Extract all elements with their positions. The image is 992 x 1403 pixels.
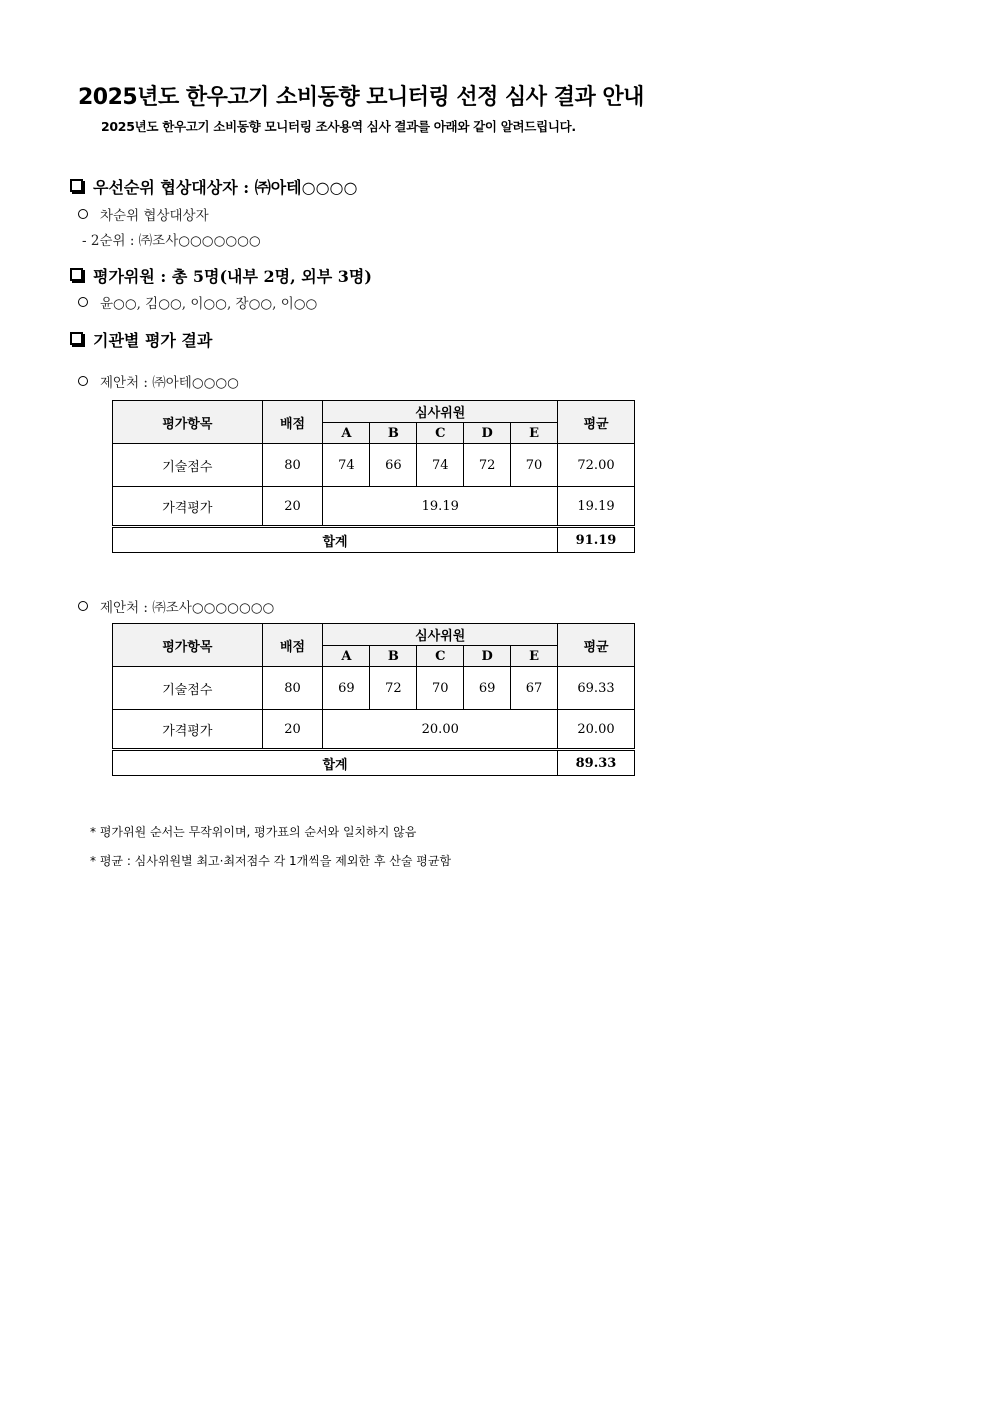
header-judges: 심사위원 bbox=[323, 401, 558, 423]
tech-score-d: 69 bbox=[464, 667, 511, 710]
section-results bbox=[70, 328, 212, 351]
tech-score-c: 70 bbox=[417, 667, 464, 710]
table-row bbox=[113, 487, 635, 527]
header-judge-b: B bbox=[370, 423, 417, 444]
tech-points: 80 bbox=[262, 667, 323, 710]
header-judge-c: C bbox=[417, 423, 464, 444]
tech-points: 80 bbox=[262, 444, 323, 487]
evaluator-names bbox=[78, 292, 317, 312]
header-points: 배점 bbox=[262, 401, 323, 444]
price-score: 19.19 bbox=[323, 487, 558, 527]
price-label: 가격평가 bbox=[113, 487, 263, 527]
page-title: 2025년도 한우고기 소비동향 모니터링 선정 심사 결과 안내 bbox=[78, 85, 644, 110]
price-average: 20.00 bbox=[558, 710, 635, 750]
tech-score-e: 67 bbox=[511, 667, 558, 710]
circle-bullet-icon bbox=[78, 376, 88, 386]
note-average: * 평균 : 심사위원별 최고·최저점수 각 1개씩을 제외한 후 산술 평균함 bbox=[90, 854, 452, 868]
score-table-2 bbox=[112, 623, 635, 776]
price-average: 19.19 bbox=[558, 487, 635, 527]
note-order: * 평가위원 순서는 무작위이며, 평가표의 순서와 일치하지 않음 bbox=[90, 825, 417, 839]
header-judge-d: D bbox=[464, 423, 511, 444]
section-results-label: 기관별 평가 결과 bbox=[93, 331, 213, 350]
header-judge-a: A bbox=[323, 423, 370, 444]
tech-score-a: 74 bbox=[323, 444, 370, 487]
tech-average: 72.00 bbox=[558, 444, 635, 487]
header-item: 평가항목 bbox=[113, 624, 263, 667]
proposal-1-label bbox=[78, 371, 239, 391]
tech-score-b: 66 bbox=[370, 444, 417, 487]
tech-average: 69.33 bbox=[558, 667, 635, 710]
header-judge-e: E bbox=[511, 646, 558, 667]
header-judge-c: C bbox=[417, 646, 464, 667]
total-label: 합계 bbox=[113, 750, 558, 776]
price-points: 20 bbox=[262, 487, 323, 527]
price-label: 가격평가 bbox=[113, 710, 263, 750]
table-row bbox=[113, 444, 635, 487]
header-judges: 심사위원 bbox=[323, 624, 558, 646]
header-judge-e: E bbox=[511, 423, 558, 444]
second-rank: - 2순위 : ㈜조사○○○○○○○ bbox=[82, 233, 261, 249]
section-evaluators-label: 평가위원 : 총 5명(내부 2명, 외부 3명) bbox=[93, 267, 372, 286]
tech-score-e: 70 bbox=[511, 444, 558, 487]
total-label: 합계 bbox=[113, 527, 558, 553]
header-points: 배점 bbox=[262, 624, 323, 667]
tech-score-c: 74 bbox=[417, 444, 464, 487]
table-row bbox=[113, 667, 635, 710]
total-row bbox=[113, 527, 635, 553]
tech-label: 기술점수 bbox=[113, 667, 263, 710]
checkbox-bullet-icon bbox=[70, 268, 83, 281]
checkbox-bullet-icon bbox=[70, 332, 83, 345]
total-value: 91.19 bbox=[558, 527, 635, 553]
tech-score-d: 72 bbox=[464, 444, 511, 487]
circle-bullet-icon bbox=[78, 601, 88, 611]
table-row bbox=[113, 710, 635, 750]
section-evaluators bbox=[70, 264, 372, 287]
total-row bbox=[113, 750, 635, 776]
header-average: 평균 bbox=[558, 624, 635, 667]
secondary-negotiator bbox=[78, 204, 209, 224]
circle-bullet-icon bbox=[78, 209, 88, 219]
score-table-1 bbox=[112, 400, 635, 553]
circle-bullet-icon bbox=[78, 297, 88, 307]
header-judge-d: D bbox=[464, 646, 511, 667]
section-priority-label: 우선순위 협상대상자 : ㈜아테○○○○ bbox=[93, 178, 358, 197]
total-value: 89.33 bbox=[558, 750, 635, 776]
proposal-1-name: 제안처 : ㈜아테○○○○ bbox=[100, 375, 239, 391]
header-item: 평가항목 bbox=[113, 401, 263, 444]
price-score: 20.00 bbox=[323, 710, 558, 750]
header-judge-a: A bbox=[323, 646, 370, 667]
evaluator-names-label: 윤○○, 김○○, 이○○, 장○○, 이○○ bbox=[100, 296, 318, 312]
proposal-2-label bbox=[78, 596, 274, 616]
price-points: 20 bbox=[262, 710, 323, 750]
tech-label: 기술점수 bbox=[113, 444, 263, 487]
proposal-2-name: 제안처 : ㈜조사○○○○○○○ bbox=[100, 600, 275, 616]
page-subtitle: 2025년도 한우고기 소비동향 모니터링 조사용역 심사 결과를 아래와 같이 알려드립니다. bbox=[101, 119, 576, 134]
header-judge-b: B bbox=[370, 646, 417, 667]
secondary-negotiator-label: 차순위 협상대상자 bbox=[100, 208, 209, 224]
checkbox-bullet-icon bbox=[70, 179, 83, 192]
header-average: 평균 bbox=[558, 401, 635, 444]
tech-score-b: 72 bbox=[370, 667, 417, 710]
section-priority bbox=[70, 175, 357, 198]
tech-score-a: 69 bbox=[323, 667, 370, 710]
